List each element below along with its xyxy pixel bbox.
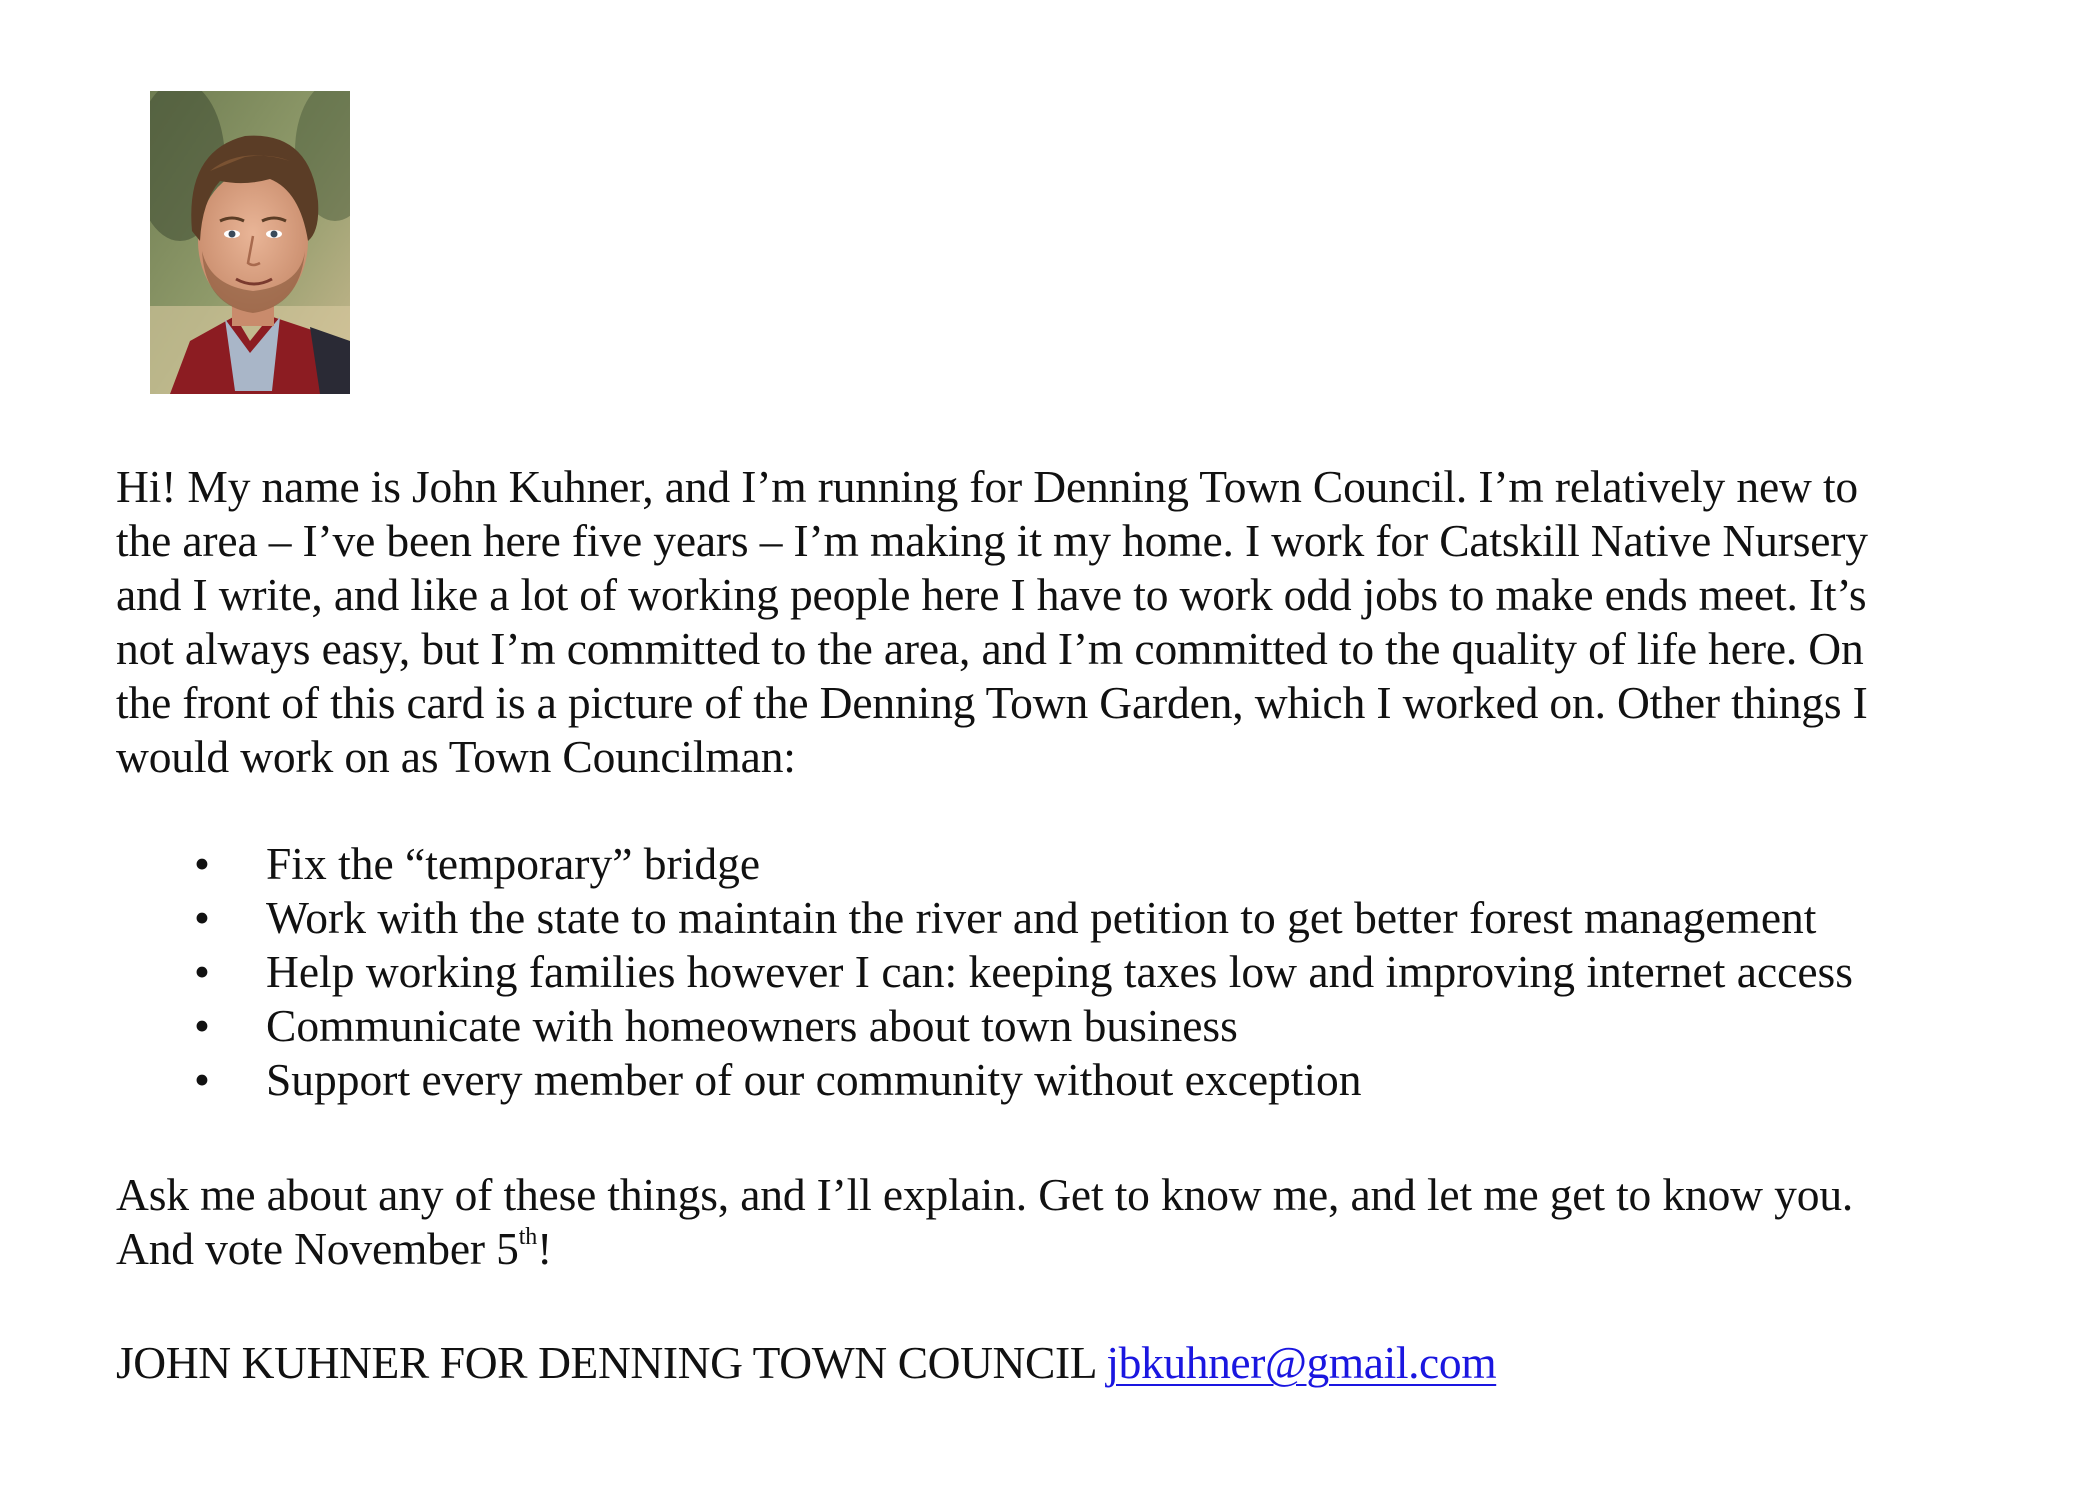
list-item bbox=[116, 999, 1996, 1053]
campaign-slogan: JOHN KUHNER FOR DENNING TOWN COUNCIL bbox=[116, 1337, 1096, 1388]
list-item-text: Support every member of our community without exception bbox=[266, 1054, 1362, 1105]
list-item-text: Work with the state to maintain the river and petition to get better forest management bbox=[266, 892, 1817, 943]
bullet-icon: • bbox=[194, 1000, 210, 1051]
intro-line: the area – I’ve been here five years – I’m making it my home. I work for Catskill Native Nursery bbox=[116, 515, 1868, 566]
intro-line: Hi! My name is John Kuhner, and I’m running for Denning Town Council. I’m relatively new to bbox=[116, 461, 1859, 512]
bullet-icon: • bbox=[194, 1054, 210, 1105]
ordinal-suffix: th bbox=[518, 1224, 538, 1250]
vote-date-line bbox=[116, 1222, 1996, 1276]
bullet-icon: • bbox=[194, 892, 210, 943]
intro-paragraph bbox=[116, 460, 1996, 784]
list-item bbox=[116, 1053, 1996, 1107]
intro-line: would work on as Town Councilman: bbox=[116, 731, 796, 782]
intro-line: and I write, and like a lot of working people here I have to work odd jobs to make ends meet. It’s bbox=[116, 569, 1867, 620]
bullet-icon: • bbox=[194, 946, 210, 997]
intro-line: not always easy, but I’m committed to the area, and I’m committed to the quality of life here. On bbox=[116, 623, 1864, 674]
vote-date-exclamation: ! bbox=[537, 1223, 553, 1274]
list-item-text: Help working families however I can: keeping taxes low and improving internet access bbox=[266, 946, 1853, 997]
list-item bbox=[116, 837, 1996, 891]
vote-date-text: And vote November 5 bbox=[116, 1223, 519, 1274]
closing-paragraph bbox=[116, 1168, 1996, 1276]
platform-list bbox=[116, 837, 1996, 1107]
campaign-footer bbox=[116, 1336, 1496, 1390]
intro-line: the front of this card is a picture of the Denning Town Garden, which I worked on. Other things I bbox=[116, 677, 1868, 728]
list-item bbox=[116, 891, 1996, 945]
email-link[interactable]: jbkuhner@gmail.com bbox=[1106, 1337, 1497, 1388]
list-item bbox=[116, 945, 1996, 999]
list-item-text: Communicate with homeowners about town business bbox=[266, 1000, 1238, 1051]
closing-line: Ask me about any of these things, and I’ll explain. Get to know me, and let me get to know you. bbox=[116, 1169, 1854, 1220]
list-item-text: Fix the “temporary” bridge bbox=[266, 838, 761, 889]
bullet-icon: • bbox=[194, 838, 210, 889]
candidate-photo bbox=[150, 91, 350, 394]
